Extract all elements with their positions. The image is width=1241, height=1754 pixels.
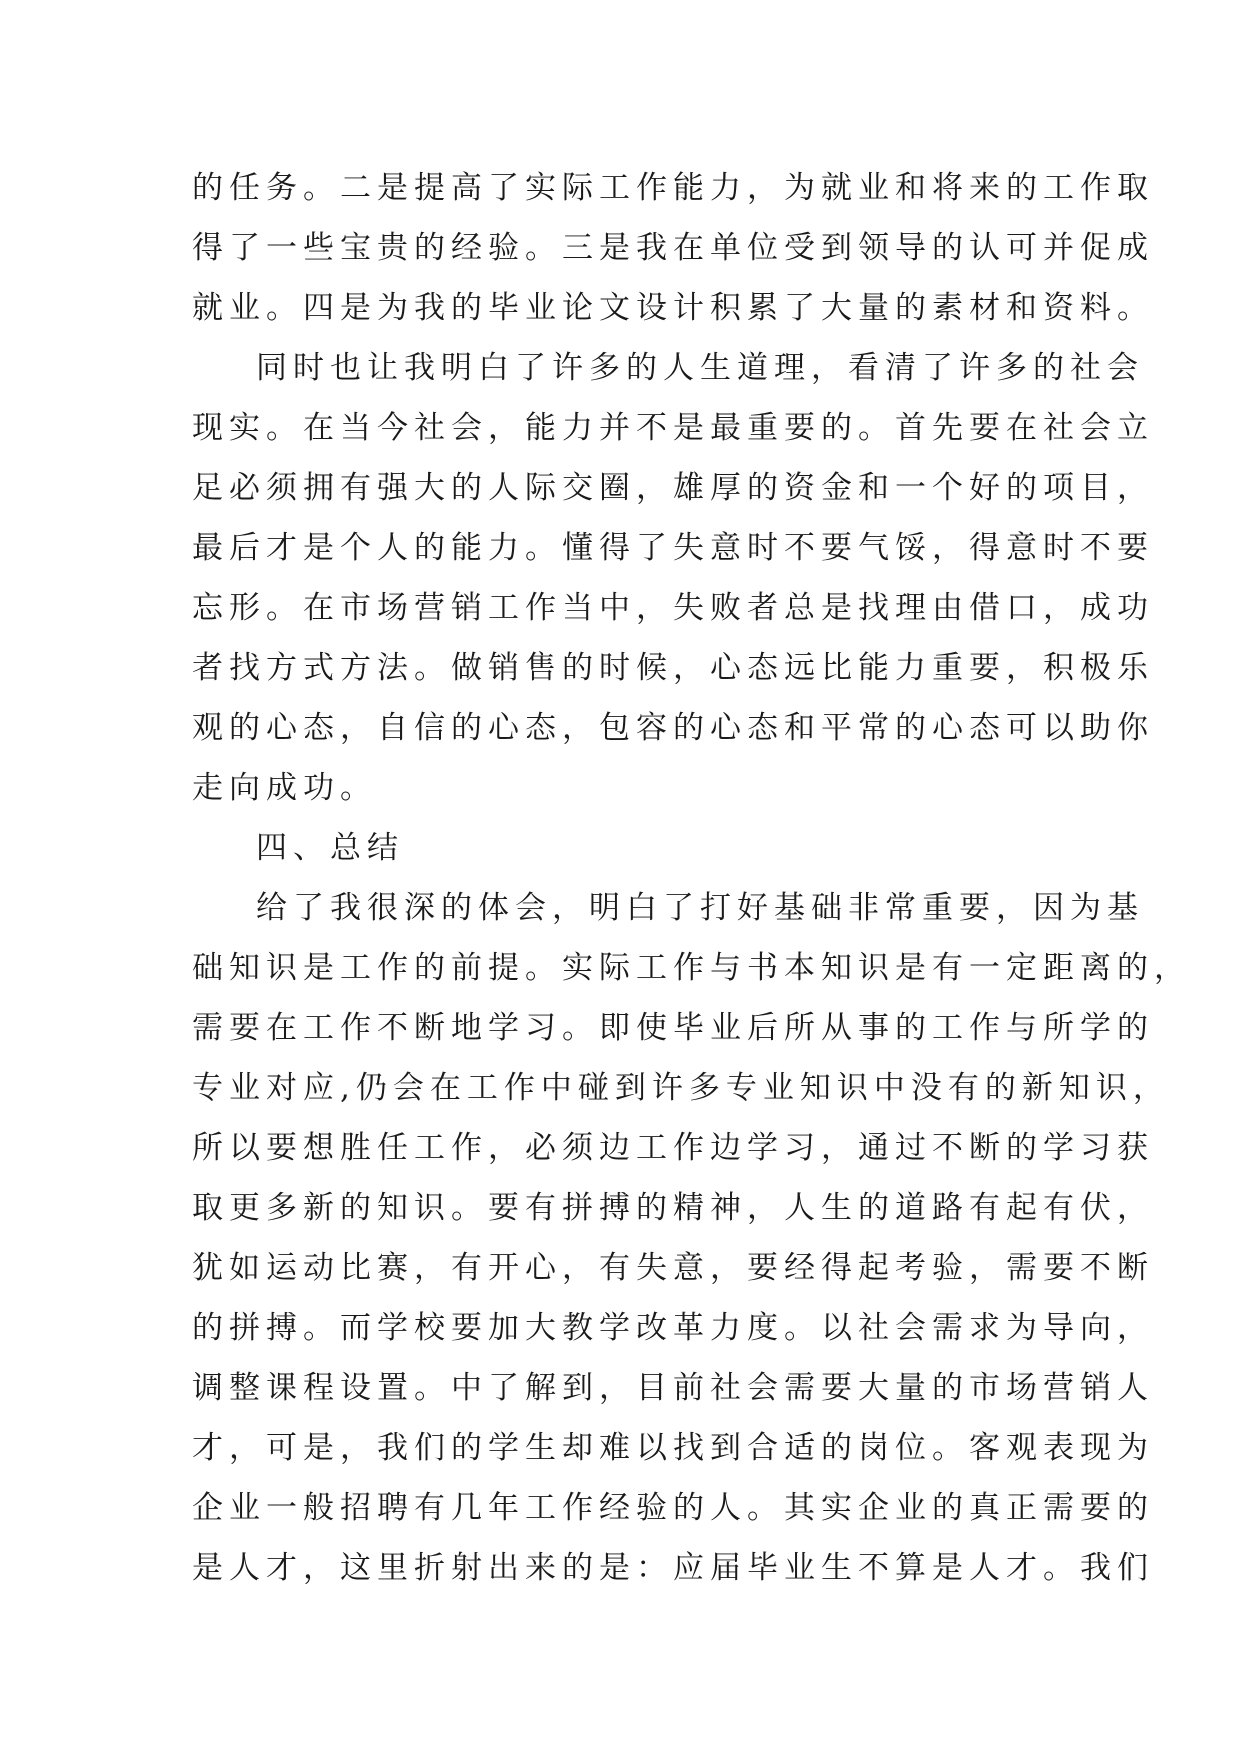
text-line: 者找方式方法。做销售的时候，心态远比能力重要，积极乐 [192, 650, 1154, 686]
text-line: 础知识是工作的前提。实际工作与书本知识是有一定距离的， [192, 950, 1191, 986]
text-line: 最后才是个人的能力。懂得了失意时不要气馁，得意时不要 [192, 530, 1154, 566]
text-line: 就业。四是为我的毕业论文设计积累了大量的素材和资料。 [192, 290, 1154, 326]
text-line: 企业一般招聘有几年工作经验的人。其实企业的真正需要的 [192, 1490, 1154, 1526]
text-line: 现实。在当今社会，能力并不是最重要的。首先要在社会立 [192, 410, 1154, 446]
text-line: 调整课程设置。中了解到，目前社会需要大量的市场营销人 [192, 1370, 1154, 1406]
text-line: 专业对应,仍会在工作中碰到许多专业知识中没有的新知识， [192, 1070, 1170, 1106]
text-line: 的任务。二是提高了实际工作能力，为就业和将来的工作取 [192, 170, 1154, 206]
paragraph-continuation [192, 158, 1154, 338]
text-line: 犹如运动比赛，有开心，有失意，要经得起考验，需要不断 [192, 1250, 1154, 1286]
section-heading-text: 四、总结 [256, 830, 404, 866]
text-line: 观的心态，自信的心态，包容的心态和平常的心态可以助你 [192, 710, 1154, 746]
text-line: 的拼搏。而学校要加大教学改革力度。以社会需求为导向， [192, 1310, 1154, 1346]
text-line: 给了我很深的体会，明白了打好基础非常重要，因为基 [256, 890, 1144, 926]
paragraph-life-lessons [192, 338, 1154, 818]
text-line: 走向成功。 [192, 770, 377, 806]
paragraph-summary [192, 878, 1191, 1598]
text-line: 忘形。在市场营销工作当中，失败者总是找理由借口，成功 [192, 590, 1154, 626]
text-line: 所以要想胜任工作，必须边工作边学习，通过不断的学习获 [192, 1130, 1154, 1166]
text-line: 是人才，这里折射出来的是：应届毕业生不算是人才。我们 [192, 1550, 1154, 1586]
text-line: 取更多新的知识。要有拼搏的精神，人生的道路有起有伏， [192, 1190, 1154, 1226]
section-heading [192, 818, 1068, 878]
text-line: 得了一些宝贵的经验。三是我在单位受到领导的认可并促成 [192, 230, 1154, 266]
text-line: 同时也让我明白了许多的人生道理，看清了许多的社会 [256, 350, 1144, 386]
document-body [192, 158, 1191, 1598]
text-line: 足必须拥有强大的人际交圈，雄厚的资金和一个好的项目， [192, 470, 1154, 506]
text-line: 需要在工作不断地学习。即使毕业后所从事的工作与所学的 [192, 1010, 1154, 1046]
text-line: 才，可是，我们的学生却难以找到合适的岗位。客观表现为 [192, 1430, 1154, 1466]
